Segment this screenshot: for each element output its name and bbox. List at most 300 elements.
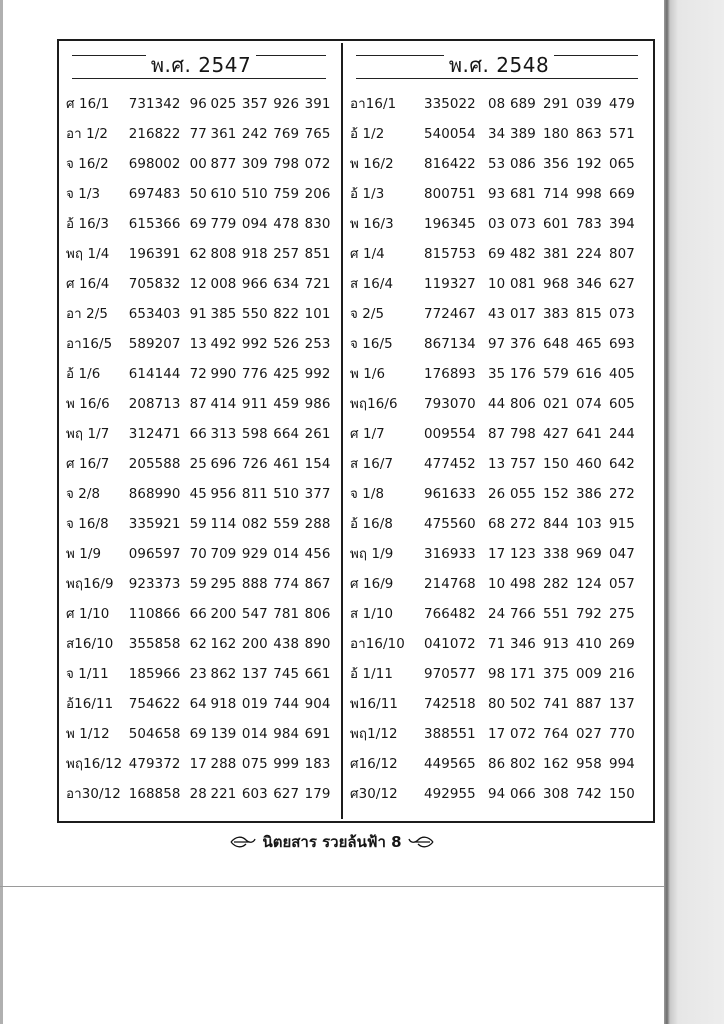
draw-date: พฤ 1/9 xyxy=(350,547,394,562)
three-digit-4: 992 xyxy=(304,367,331,382)
last-two: 08 xyxy=(488,97,506,112)
first-prize: 492955 xyxy=(424,787,476,802)
three-digit-4: 047 xyxy=(609,547,635,562)
draw-date: อา16/10 xyxy=(350,637,405,652)
three-digit-3: 460 xyxy=(576,457,602,472)
three-digit-4: 867 xyxy=(304,577,331,592)
table-row xyxy=(66,690,336,720)
last-two: 44 xyxy=(488,397,506,412)
last-two: 69 xyxy=(488,247,506,262)
first-prize: 477452 xyxy=(424,457,476,472)
three-digit-4: 073 xyxy=(609,307,635,322)
three-digit-3: 438 xyxy=(273,637,300,652)
last-two: 87 xyxy=(488,427,506,442)
three-digit-3: 984 xyxy=(273,727,300,742)
first-prize: 705832 xyxy=(128,277,181,292)
three-digit-3: 014 xyxy=(273,547,300,562)
table-row xyxy=(66,570,336,600)
table-row xyxy=(66,510,336,540)
three-digit-1: 346 xyxy=(510,637,536,652)
table-row xyxy=(350,270,648,300)
draw-date: อา 2/5 xyxy=(66,307,108,322)
three-digit-3: 792 xyxy=(576,607,602,622)
last-two: 66 xyxy=(189,427,207,442)
table-row xyxy=(350,780,648,810)
three-digit-1: 025 xyxy=(210,97,237,112)
three-digit-2: 601 xyxy=(543,217,569,232)
draw-date: อ้ 1/2 xyxy=(350,127,385,142)
draw-date: จ 1/11 xyxy=(66,667,109,682)
last-two: 66 xyxy=(189,607,207,622)
three-digit-1: 779 xyxy=(210,217,237,232)
first-prize: 096597 xyxy=(128,547,181,562)
three-digit-1: 008 xyxy=(210,277,237,292)
table-row xyxy=(350,510,648,540)
three-digit-4: 765 xyxy=(304,127,331,142)
last-two: 70 xyxy=(189,547,207,562)
three-digit-3: 634 xyxy=(273,277,300,292)
last-two: 53 xyxy=(488,157,506,172)
first-prize: 961633 xyxy=(424,487,476,502)
first-prize: 772467 xyxy=(424,307,476,322)
table-row xyxy=(66,720,336,750)
three-digit-1: 295 xyxy=(210,577,237,592)
table-row xyxy=(66,330,336,360)
last-two: 71 xyxy=(488,637,506,652)
draw-date: ศ16/12 xyxy=(350,757,398,772)
table-row xyxy=(66,90,336,120)
draw-date: ศ 16/1 xyxy=(66,97,110,112)
three-digit-4: 691 xyxy=(304,727,331,742)
draw-date: ส 1/10 xyxy=(350,607,394,622)
draw-date: พฤ 1/4 xyxy=(66,247,110,262)
draw-date: อา16/5 xyxy=(66,337,113,352)
three-digit-2: 764 xyxy=(543,727,569,742)
three-digit-2: 844 xyxy=(543,517,569,532)
table-row xyxy=(66,660,336,690)
first-prize: 335921 xyxy=(128,517,181,532)
table-row xyxy=(350,600,648,630)
table-row xyxy=(350,690,648,720)
three-digit-2: 094 xyxy=(241,217,268,232)
three-digit-4: 571 xyxy=(609,127,635,142)
three-digit-4: 179 xyxy=(304,787,331,802)
three-digit-1: 990 xyxy=(210,367,237,382)
three-digit-1: 385 xyxy=(210,307,237,322)
three-digit-1: 502 xyxy=(510,697,536,712)
last-two: 26 xyxy=(488,487,506,502)
three-digit-4: 986 xyxy=(304,397,331,412)
last-two: 62 xyxy=(189,637,207,652)
year-heading: พ.ศ. 2548 xyxy=(444,52,554,78)
last-two: 86 xyxy=(488,757,506,772)
three-digit-1: 081 xyxy=(510,277,536,292)
first-prize: 754622 xyxy=(128,697,181,712)
three-digit-3: 774 xyxy=(273,577,300,592)
last-two: 69 xyxy=(189,727,207,742)
three-digit-3: 745 xyxy=(273,667,300,682)
three-digit-2: 356 xyxy=(543,157,569,172)
draw-date: ศ 1/4 xyxy=(350,247,385,262)
three-digit-1: 221 xyxy=(210,787,237,802)
three-digit-2: 888 xyxy=(241,577,268,592)
three-digit-2: 338 xyxy=(543,547,569,562)
header-rule-bottom xyxy=(356,78,638,79)
last-two: 24 xyxy=(488,607,506,622)
three-digit-3: 386 xyxy=(576,487,602,502)
three-digit-4: 206 xyxy=(304,187,331,202)
three-digit-2: 075 xyxy=(241,757,268,772)
table-row xyxy=(350,570,648,600)
draw-date: อา16/1 xyxy=(350,97,397,112)
first-prize: 731342 xyxy=(128,97,181,112)
draw-date: ศ30/12 xyxy=(350,787,398,802)
three-digit-2: 776 xyxy=(241,367,268,382)
last-two: 17 xyxy=(488,727,506,742)
three-digit-3: 510 xyxy=(273,487,300,502)
draw-date: จ 16/5 xyxy=(350,337,393,352)
three-digit-3: 641 xyxy=(576,427,602,442)
three-digit-2: 242 xyxy=(241,127,268,142)
draw-date: ศ 16/9 xyxy=(350,577,394,592)
first-prize: 868990 xyxy=(128,487,181,502)
three-digit-2: 357 xyxy=(241,97,268,112)
first-prize: 479372 xyxy=(128,757,181,772)
three-digit-4: 661 xyxy=(304,667,331,682)
table-row xyxy=(66,360,336,390)
draw-date: ส16/10 xyxy=(66,637,114,652)
three-digit-4: 391 xyxy=(304,97,331,112)
three-digit-1: 802 xyxy=(510,757,536,772)
three-digit-3: 124 xyxy=(576,577,602,592)
three-digit-3: 744 xyxy=(273,697,300,712)
table-row xyxy=(350,630,648,660)
first-prize: 449565 xyxy=(424,757,476,772)
table-row xyxy=(66,450,336,480)
draw-date: อ้16/11 xyxy=(66,697,114,712)
three-digit-3: 257 xyxy=(273,247,300,262)
last-two: 45 xyxy=(189,487,207,502)
three-digit-1: 066 xyxy=(510,787,536,802)
ornament-icon xyxy=(408,836,434,848)
three-digit-1: 918 xyxy=(210,697,237,712)
three-digit-4: 272 xyxy=(609,487,635,502)
three-digit-1: 114 xyxy=(210,517,237,532)
first-prize: 009554 xyxy=(424,427,476,442)
three-digit-3: 616 xyxy=(576,367,602,382)
three-digit-3: 559 xyxy=(273,517,300,532)
first-prize: 970577 xyxy=(424,667,476,682)
first-prize: 119327 xyxy=(424,277,476,292)
three-digit-3: 461 xyxy=(273,457,300,472)
draw-date: จ 1/3 xyxy=(66,187,101,202)
three-digit-1: 806 xyxy=(510,397,536,412)
page-left-edge xyxy=(0,0,3,1024)
table-row xyxy=(350,180,648,210)
three-digit-2: 162 xyxy=(543,757,569,772)
header-rule-bottom xyxy=(72,78,326,79)
three-digit-3: 192 xyxy=(576,157,602,172)
draw-date: พฤ1/12 xyxy=(350,727,398,742)
three-digit-4: 669 xyxy=(609,187,635,202)
table-row xyxy=(66,270,336,300)
draw-date: ส 16/7 xyxy=(350,457,394,472)
three-digit-4: 261 xyxy=(304,427,331,442)
three-digit-3: 224 xyxy=(576,247,602,262)
first-prize: 214768 xyxy=(424,577,476,592)
first-prize: 504658 xyxy=(128,727,181,742)
three-digit-2: 014 xyxy=(241,727,268,742)
three-digit-3: 346 xyxy=(576,277,602,292)
three-digit-3: 526 xyxy=(273,337,300,352)
first-prize: 205588 xyxy=(128,457,181,472)
first-prize: 815753 xyxy=(424,247,476,262)
draw-date: อา 1/2 xyxy=(66,127,108,142)
three-digit-4: 915 xyxy=(609,517,635,532)
last-two: 00 xyxy=(189,157,207,172)
three-digit-2: 375 xyxy=(543,667,569,682)
three-digit-1: 055 xyxy=(510,487,536,502)
table-row xyxy=(66,600,336,630)
draw-date: จ 2/5 xyxy=(350,307,385,322)
draw-date: พ 1/9 xyxy=(66,547,102,562)
three-digit-3: 478 xyxy=(273,217,300,232)
three-digit-3: 074 xyxy=(576,397,602,412)
table-row xyxy=(350,420,648,450)
draw-date: ศ 16/7 xyxy=(66,457,110,472)
three-digit-4: 994 xyxy=(609,757,635,772)
last-two: 91 xyxy=(189,307,207,322)
three-digit-1: 017 xyxy=(510,307,536,322)
draw-date: จ 2/8 xyxy=(66,487,101,502)
first-prize: 653403 xyxy=(128,307,181,322)
year-heading: พ.ศ. 2547 xyxy=(146,52,256,78)
three-digit-4: 830 xyxy=(304,217,331,232)
table-row xyxy=(350,90,648,120)
three-digit-2: 551 xyxy=(543,607,569,622)
draw-date: จ 16/2 xyxy=(66,157,109,172)
table-row xyxy=(350,210,648,240)
draw-date: จ 1/8 xyxy=(350,487,385,502)
three-digit-4: 057 xyxy=(609,577,635,592)
last-two: 34 xyxy=(488,127,506,142)
last-two: 10 xyxy=(488,277,506,292)
three-digit-2: 603 xyxy=(241,787,268,802)
last-two: 98 xyxy=(488,667,506,682)
page-footer xyxy=(0,830,664,854)
first-prize: 176893 xyxy=(424,367,476,382)
three-digit-2: 082 xyxy=(241,517,268,532)
three-digit-1: 498 xyxy=(510,577,536,592)
three-digit-4: 456 xyxy=(304,547,331,562)
table-row xyxy=(350,120,648,150)
three-digit-3: 999 xyxy=(273,757,300,772)
three-digit-4: 627 xyxy=(609,277,635,292)
three-digit-2: 308 xyxy=(543,787,569,802)
three-digit-4: 405 xyxy=(609,367,635,382)
last-two: 13 xyxy=(488,457,506,472)
three-digit-2: 911 xyxy=(241,397,268,412)
three-digit-2: 550 xyxy=(241,307,268,322)
last-two: 94 xyxy=(488,787,506,802)
three-digit-3: 781 xyxy=(273,607,300,622)
three-digit-3: 742 xyxy=(576,787,602,802)
draw-date: พ 16/2 xyxy=(350,157,394,172)
three-digit-1: 139 xyxy=(210,727,237,742)
first-prize: 316933 xyxy=(424,547,476,562)
three-digit-4: 770 xyxy=(609,727,635,742)
three-digit-1: 123 xyxy=(510,547,536,562)
table-row xyxy=(66,780,336,810)
table-row xyxy=(66,120,336,150)
last-two: 50 xyxy=(189,187,207,202)
first-prize: 589207 xyxy=(128,337,181,352)
three-digit-1: 414 xyxy=(210,397,237,412)
column-header xyxy=(66,48,336,84)
first-prize: 697483 xyxy=(128,187,181,202)
first-prize: 168858 xyxy=(128,787,181,802)
three-digit-1: 272 xyxy=(510,517,536,532)
table-row xyxy=(66,480,336,510)
table-row xyxy=(66,150,336,180)
last-two: 17 xyxy=(189,757,207,772)
three-digit-4: 101 xyxy=(304,307,331,322)
first-prize: 698002 xyxy=(128,157,181,172)
last-two: 77 xyxy=(189,127,207,142)
draw-date: ศ 1/7 xyxy=(350,427,385,442)
three-digit-3: 998 xyxy=(576,187,602,202)
draw-date: ส 16/4 xyxy=(350,277,394,292)
first-prize: 041072 xyxy=(424,637,476,652)
draw-date: พฤ16/12 xyxy=(66,757,123,772)
table-row xyxy=(350,720,648,750)
three-digit-3: 664 xyxy=(273,427,300,442)
three-digit-1: 086 xyxy=(510,157,536,172)
first-prize: 312471 xyxy=(128,427,181,442)
last-two: 96 xyxy=(189,97,207,112)
three-digit-3: 822 xyxy=(273,307,300,322)
page-right-edge xyxy=(664,0,724,1024)
three-digit-2: 992 xyxy=(241,337,268,352)
three-digit-3: 459 xyxy=(273,397,300,412)
first-prize: 216822 xyxy=(128,127,181,142)
three-digit-3: 103 xyxy=(576,517,602,532)
first-prize: 196345 xyxy=(424,217,476,232)
column-divider xyxy=(341,43,343,819)
three-digit-3: 815 xyxy=(576,307,602,322)
table-row xyxy=(350,240,648,270)
three-digit-3: 425 xyxy=(273,367,300,382)
draw-date: พ 16/6 xyxy=(66,397,110,412)
magazine-footer-text: นิตยสาร รวยล้นฟ้า 8 xyxy=(262,833,402,851)
three-digit-2: 547 xyxy=(241,607,268,622)
three-digit-2: 579 xyxy=(543,367,569,382)
first-prize: 614144 xyxy=(128,367,181,382)
three-digit-1: 200 xyxy=(210,607,237,622)
three-digit-4: 807 xyxy=(609,247,635,262)
last-two: 10 xyxy=(488,577,506,592)
three-digit-2: 726 xyxy=(241,457,268,472)
three-digit-4: 394 xyxy=(609,217,635,232)
three-digit-3: 926 xyxy=(273,97,300,112)
three-digit-2: 913 xyxy=(543,637,569,652)
draw-date: พ 16/3 xyxy=(350,217,394,232)
three-digit-3: 627 xyxy=(273,787,300,802)
column-2547 xyxy=(66,48,336,810)
last-two: 12 xyxy=(189,277,207,292)
first-prize: 816422 xyxy=(424,157,476,172)
three-digit-2: 929 xyxy=(241,547,268,562)
three-digit-3: 039 xyxy=(576,97,602,112)
draw-date: อ้ 1/6 xyxy=(66,367,101,382)
three-digit-2: 137 xyxy=(241,667,268,682)
first-prize: 355858 xyxy=(128,637,181,652)
three-digit-2: 291 xyxy=(543,97,569,112)
first-prize: 793070 xyxy=(424,397,476,412)
first-prize: 923373 xyxy=(128,577,181,592)
results-list xyxy=(66,90,336,810)
three-digit-4: 890 xyxy=(304,637,331,652)
first-prize: 742518 xyxy=(424,697,476,712)
first-prize: 185966 xyxy=(128,667,181,682)
three-digit-4: 150 xyxy=(609,787,635,802)
draw-date: อา30/12 xyxy=(66,787,121,802)
draw-date: พฤ 1/7 xyxy=(66,427,110,442)
column-header xyxy=(350,48,648,84)
first-prize: 540054 xyxy=(424,127,476,142)
last-two: 17 xyxy=(488,547,506,562)
three-digit-2: 510 xyxy=(241,187,268,202)
three-digit-4: 904 xyxy=(304,697,331,712)
three-digit-2: 648 xyxy=(543,337,569,352)
three-digit-1: 689 xyxy=(510,97,536,112)
first-prize: 615366 xyxy=(128,217,181,232)
last-two: 35 xyxy=(488,367,506,382)
three-digit-4: 479 xyxy=(609,97,635,112)
last-two: 72 xyxy=(189,367,207,382)
draw-date: จ 16/8 xyxy=(66,517,109,532)
three-digit-4: 269 xyxy=(609,637,635,652)
three-digit-1: 162 xyxy=(210,637,237,652)
three-digit-3: 958 xyxy=(576,757,602,772)
three-digit-1: 862 xyxy=(210,667,237,682)
table-row xyxy=(350,360,648,390)
three-digit-1: 361 xyxy=(210,127,237,142)
three-digit-4: 605 xyxy=(609,397,635,412)
three-digit-1: 696 xyxy=(210,457,237,472)
three-digit-3: 863 xyxy=(576,127,602,142)
three-digit-4: 154 xyxy=(304,457,331,472)
three-digit-2: 383 xyxy=(543,307,569,322)
three-digit-2: 282 xyxy=(543,577,569,592)
three-digit-4: 377 xyxy=(304,487,331,502)
three-digit-1: 877 xyxy=(210,157,237,172)
three-digit-2: 427 xyxy=(543,427,569,442)
first-prize: 475560 xyxy=(424,517,476,532)
table-row xyxy=(66,300,336,330)
first-prize: 800751 xyxy=(424,187,476,202)
three-digit-4: 642 xyxy=(609,457,635,472)
three-digit-3: 798 xyxy=(273,157,300,172)
three-digit-2: 021 xyxy=(543,397,569,412)
three-digit-4: 253 xyxy=(304,337,331,352)
table-row xyxy=(350,540,648,570)
first-prize: 766482 xyxy=(424,607,476,622)
three-digit-2: 152 xyxy=(543,487,569,502)
three-digit-4: 693 xyxy=(609,337,635,352)
draw-date: พ 1/12 xyxy=(66,727,110,742)
three-digit-1: 073 xyxy=(510,217,536,232)
